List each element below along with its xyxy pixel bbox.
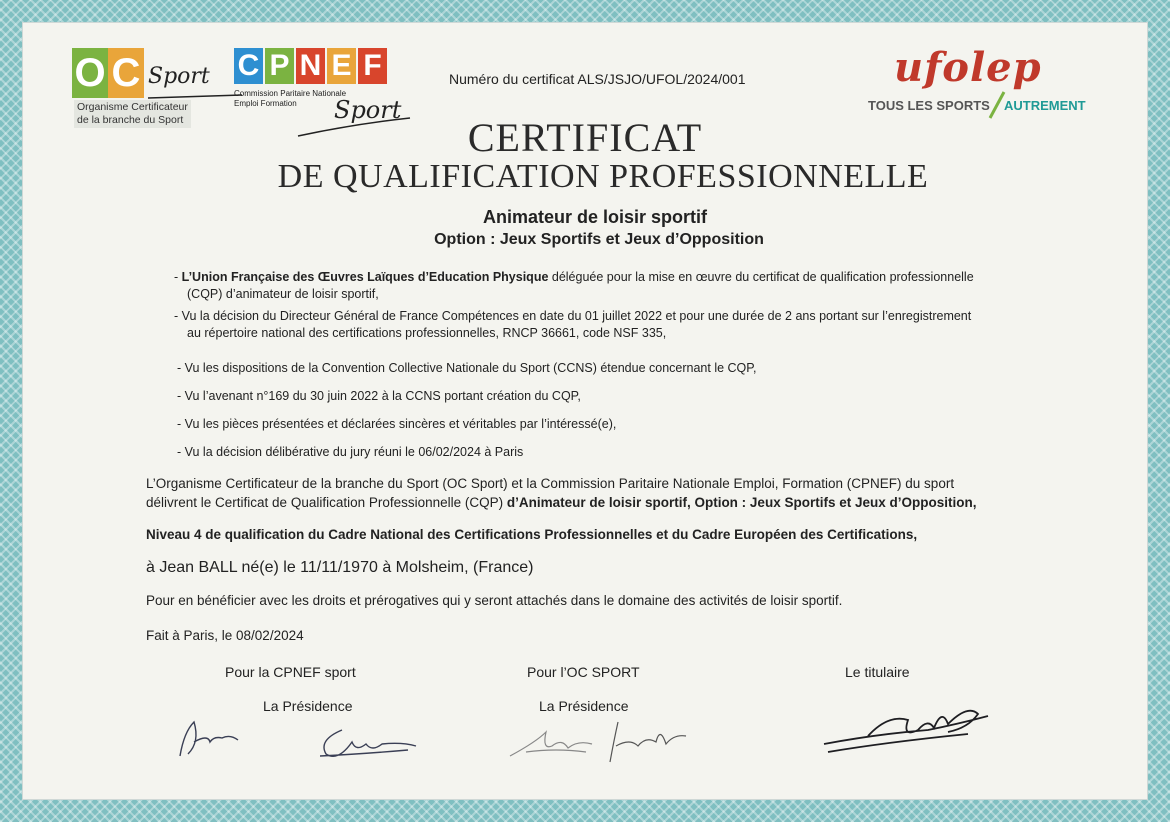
clause-1-text: déléguée pour la mise en œuvre du certificat de qualification professionnelle — [548, 270, 974, 284]
cpnef-logo-word: Sport — [334, 96, 402, 124]
cpnef-logo — [234, 48, 389, 84]
ufolep-tagline-accent: AUTREMENT — [1004, 98, 1086, 113]
rights-statement: Pour en bénéficier avec les droits et prérogatives qui y seront attachés dans le domaine des activités de loisir sportif. — [146, 593, 843, 608]
cpnef-letter: E — [327, 48, 356, 84]
certificate-paper — [22, 22, 1148, 800]
clause-1-line2: (CQP) d’animateur de loisir sportif, — [187, 287, 379, 301]
delivery-qualification: d’Animateur de loisir sportif, Option : Jeux Sportifs et Jeux d’Opposition, — [506, 495, 977, 510]
ufolep-tagline: TOUS LES SPORTS — [868, 98, 990, 113]
clause-1: - L’Union Française des Œuvres Laïques d’Education Physique déléguée pour la mise en œuvre du certificat de qualification professionnelle (CQP) d’animateur de loisir sportif, — [174, 269, 1054, 303]
holder-signature-label: Le titulaire — [845, 664, 910, 680]
cpnef-caption-line: Commission Paritaire Nationale — [234, 89, 347, 98]
holder-info: à Jean BALL né(e) le 11/11/1970 à Molsheim, (France) — [146, 559, 534, 576]
clause-5: - Vu les pièces présentées et déclarées sincères et véritables par l’intéressé(e), — [177, 417, 617, 431]
delivery-line1: L’Organisme Certificateur de la branche du Sport (OC Sport) et la Commission Paritaire Nationale Emploi, Formation (CPNEF) du sport — [146, 476, 955, 491]
oc-signatory-label: Pour l’OC SPORT — [527, 664, 640, 680]
cpnef-letter: N — [296, 48, 325, 84]
oc-signatory-role: La Présidence — [539, 698, 629, 714]
certificate-title: CERTIFICAT — [467, 115, 703, 160]
certificate-subtitle-heading: DE QUALIFICATION PROFESSIONNELLE — [277, 158, 929, 195]
cpnef-letter: P — [265, 48, 294, 84]
clause-1-organisation: L’Union Française des Œuvres Laïques d’Education Physique — [181, 270, 549, 284]
qualification-name: Animateur de loisir sportif — [482, 207, 708, 227]
clause-6: - Vu la décision délibérative du jury réuni le 06/02/2024 à Paris — [177, 445, 524, 459]
signature-oc-2 — [600, 716, 692, 766]
oc-logo-letter: O — [72, 48, 108, 98]
clause-4: - Vu l’avenant n°169 du 30 juin 2022 à la CCNS portant création du CQP, — [177, 389, 581, 403]
signature-cpnef-2 — [312, 720, 422, 764]
clause-2-line2: au répertoire national des certifications professionnelles, RNCP 36661, code NSF 335, — [187, 326, 667, 340]
oc-logo-letter: C — [108, 48, 144, 98]
qualification-level: Niveau 4 de qualification du Cadre National des Certifications Professionnelles et du Cadre Européen des Certifications, — [146, 527, 918, 542]
ufolep-logo: ufolep — [894, 44, 1042, 91]
qualification-option: Option : Jeux Sportifs et Jeux d’Opposition — [434, 231, 764, 248]
oc-caption-line: de la branche du Sport — [77, 114, 184, 126]
cpnef-signatory-label: Pour la CPNEF sport — [225, 664, 356, 680]
clause-2 — [174, 308, 1054, 342]
delivery-paragraph — [146, 474, 1066, 512]
cpnef-logo-caption — [234, 89, 346, 109]
oc-caption-line: Organisme Certificateur — [77, 101, 188, 113]
cpnef-caption-line: Emploi Formation — [234, 99, 297, 108]
oc-logo-word: Sport — [148, 64, 210, 89]
cpnef-letter: F — [358, 48, 387, 84]
cpnef-letter: C — [234, 48, 263, 84]
signature-oc-1 — [506, 722, 598, 762]
clause-3: - Vu les dispositions de la Convention Collective Nationale du Sport (CCNS) étendue concernant le CQP, — [177, 361, 757, 375]
oc-sport-logo — [72, 48, 144, 98]
place-and-date: Fait à Paris, le 08/02/2024 — [146, 628, 304, 643]
signature-holder — [818, 694, 998, 756]
delivery-line2: délivrent le Certificat de Qualification Professionnelle (CQP) — [146, 495, 507, 510]
cpnef-signatory-role: La Présidence — [263, 698, 353, 714]
certificate-number: Numéro du certificat ALS/JSJO/UFOL/2024/001 — [449, 71, 746, 87]
clause-2-line1: - Vu la décision du Directeur Général de France Compétences en date du 01 juillet 2022 et pour une durée de 2 ans portant sur l’enregistrement — [174, 309, 972, 323]
signature-cpnef-1 — [174, 712, 244, 762]
